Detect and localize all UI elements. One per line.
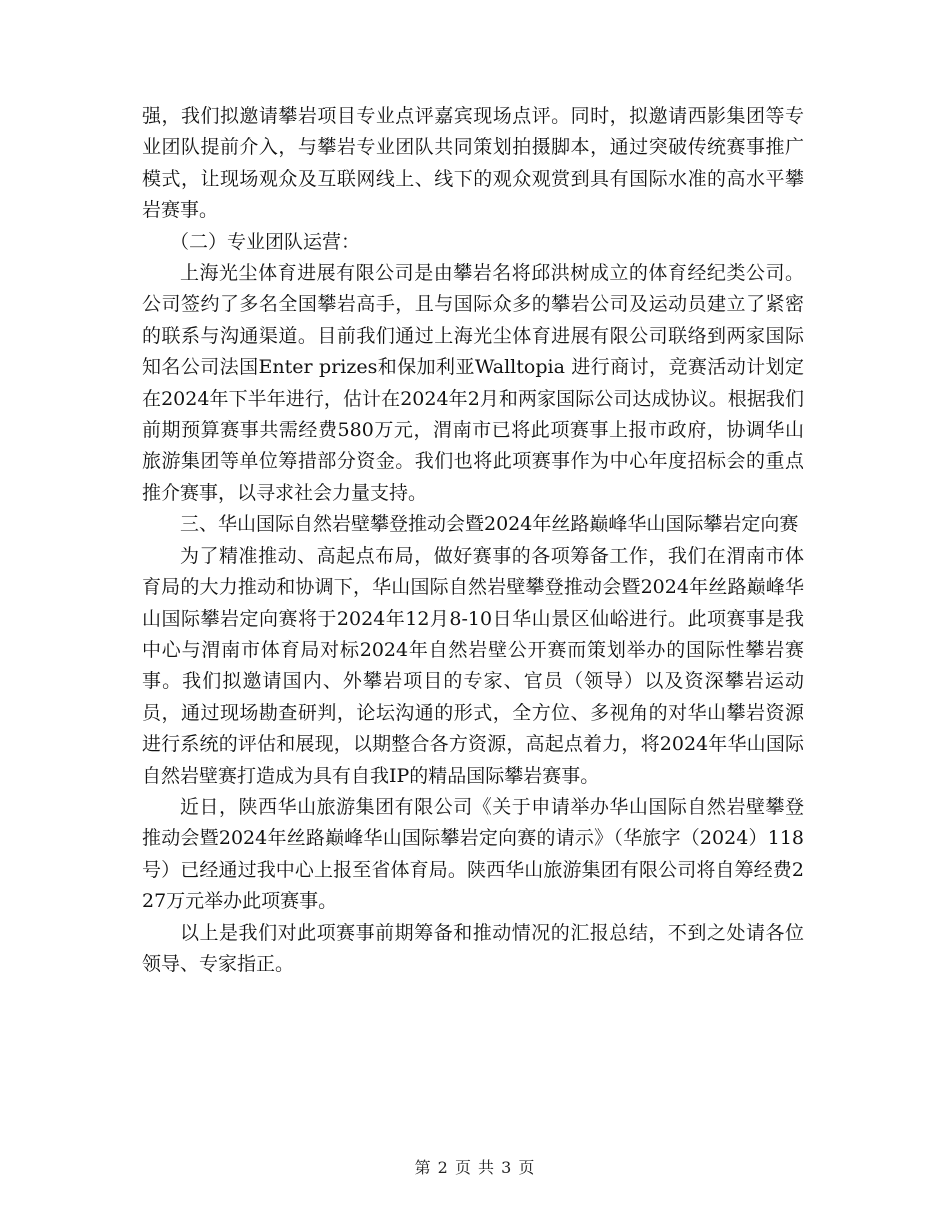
paragraph-event-plan: 为了精准推动、高起点布局，做好赛事的各项筹备工作，我们在渭南市体育局的大力推动和协调下，华山国际自然岩壁攀登推动会暨2024年丝路巅峰华山国际攀岩定向赛将于2024年12月8-10日华山景区仙峪进行。此项赛事是我中心与渭南市体育局对标2024年自然岩壁公开赛而策划举办的国际性攀岩赛事。我们拟邀请国内、外攀岩项目的专家、官员（领导）以及资深攀岩运动员，通过现场勘查研判，论坛沟通的形式，全方位、多视角的对华山攀岩资源进行系统的评估和展现，以期整合各方资源，高起点着力，将2024年华山国际自然岩壁赛打造成为具有自我IP的精品国际攀岩赛事。 — [142, 544, 804, 787]
paragraph-closing: 以上是我们对此项赛事前期筹备和推动情况的汇报总结，不到之处请各位领导、专家指正。 — [142, 921, 804, 975]
paragraph-recent-request: 近日，陕西华山旅游集团有限公司《关于申请举办华山国际自然岩壁攀登推动会暨2024年丝路巅峰华山国际攀岩定向赛的请示》（华旅字（2024）118号）已经通过我中心上报至省体育局。陕西华山旅游集团有限公司将自筹经费227万元举办此项赛事。 — [142, 795, 804, 913]
document-body — [142, 101, 804, 980]
subsection-heading-team-operation: （二）专业团队运营： — [170, 230, 361, 253]
section-heading-three: 三、华山国际自然岩壁攀登推动会暨2024年丝路巅峰华山国际攀岩定向赛 — [180, 513, 799, 536]
page-number-footer: 第 2 页 共 3 页 — [414, 1158, 536, 1177]
paragraph-company-intro: 上海光尘体育进展有限公司是由攀岩名将邱洪树成立的体育经纪类公司。公司签约了多名全国攀岩高手，且与国际众多的攀岩公司及运动员建立了紧密的联系与沟通渠道。目前我们通过上海光尘体育进展有限公司联络到两家国际知名公司法国Enter prizes和保加利亚Walltopia 进行商讨，竞赛活动计划定在2024年下半年进行，估计在2024年2月和两家国际公司达成协议。根据我们前期预算赛事共需经费580万元，渭南市已将此项赛事上报市政府，协调华山旅游集团等单位筹措部分资金。我们也将此项赛事作为中心年度招标会的重点推介赛事，以寻求社会力量支持。 — [142, 262, 804, 504]
paragraph-continuation: 强，我们拟邀请攀岩项目专业点评嘉宾现场点评。同时，拟邀请西影集团等专业团队提前介入，与攀岩专业团队共同策划拍摄脚本，通过突破传统赛事推广模式，让现场观众及互联网线上、线下的观众观赏到具有国际水准的高水平攀岩赛事。 — [142, 105, 804, 222]
